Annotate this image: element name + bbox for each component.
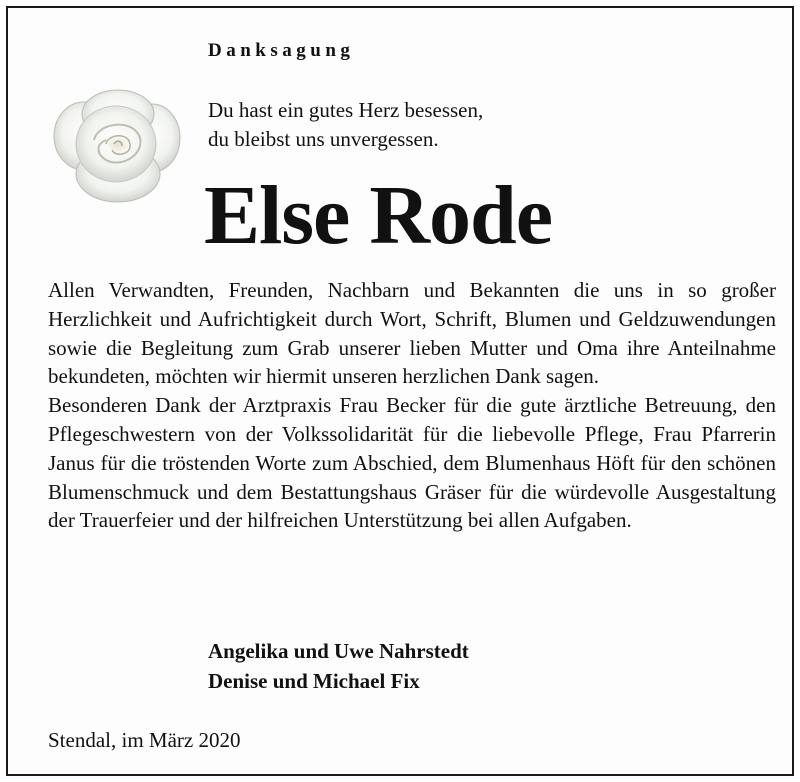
- verse-line-2: du bleibst uns unvergessen.: [208, 127, 439, 151]
- signature-2: Denise und Michael Fix: [208, 669, 420, 693]
- thanks-paragraph-1: Allen Verwandten, Freunden, Nachbarn und Bekannten die uns in so großer Herzlichkeit und Aufrichtigkeit durch Wort, Schrift, Blumen und Geldzuwendungen sowie die Begleitung zum Grab unserer lieben Mutter und Oma ihre Anteilnahme bekundeten, möchten wir hiermit unseren herzlichen Dank sagen.: [48, 278, 776, 389]
- notice-heading: Danksagung: [208, 40, 355, 61]
- deceased-name: Else Rode: [204, 169, 552, 262]
- signatures: [208, 636, 469, 696]
- verse-line-1: Du hast ein gutes Herz besessen,: [208, 98, 484, 122]
- white-rose-icon: [48, 88, 184, 206]
- verse: [208, 96, 483, 154]
- thanks-paragraph-2: Besonderen Dank der Arztpraxis Frau Becker für die gute ärztliche Betreuung, den Pflegeschwestern von der Volkssolidarität für die liebevolle Pflege, Frau Pfarrerin Janus für die tröstenden Worte zum Abschied, dem Blumenhaus Höft für den schönen Blumenschmuck und dem Bestattungshaus Gräser für die würdevolle Ausgestaltung der Trauerfeier und der hilfreichen Unterstützung bei allen Aufgaben.: [48, 393, 776, 533]
- place-date: Stendal, im März 2020: [48, 728, 241, 752]
- signature-1: Angelika und Uwe Nahrstedt: [208, 639, 469, 663]
- notice-frame: [6, 6, 794, 776]
- thanks-text: [48, 276, 776, 535]
